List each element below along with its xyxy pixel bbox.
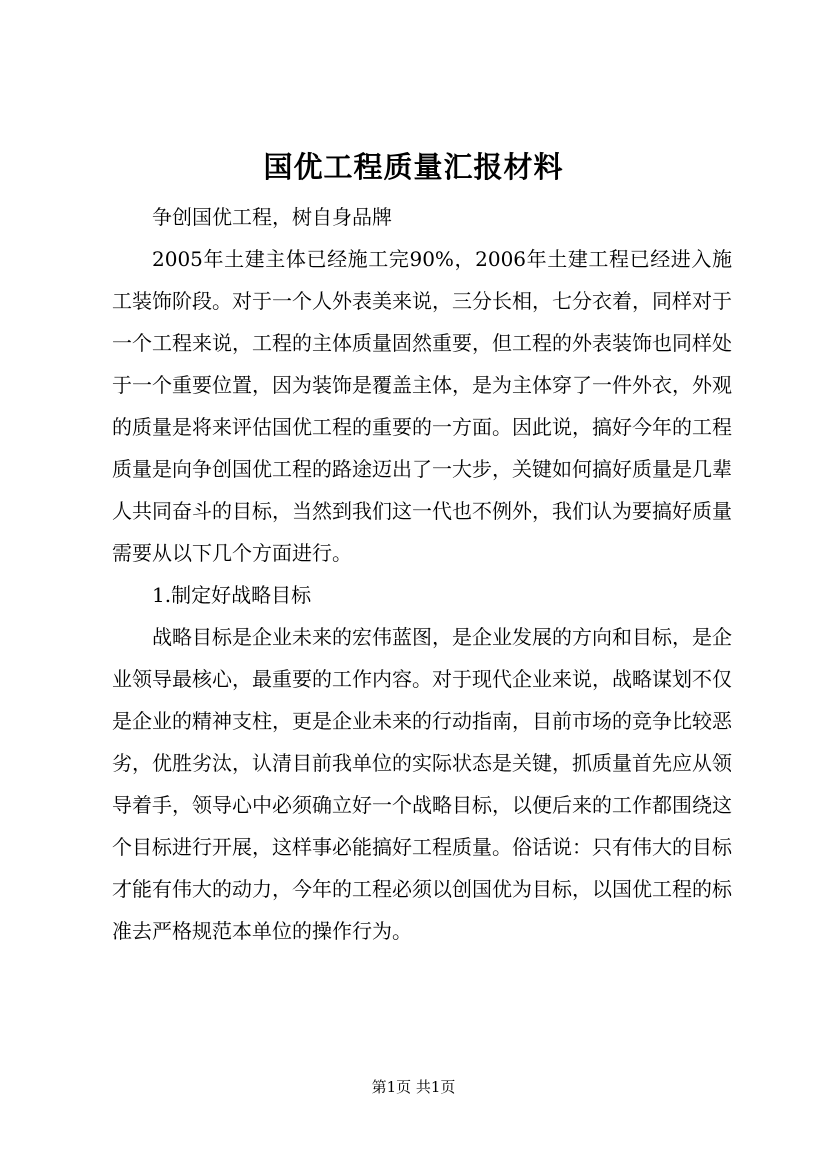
document-title: 国优工程质量汇报材料: [263, 150, 564, 184]
page-footer: 第1页 共1页: [371, 1078, 456, 1096]
document-body: [112, 196, 732, 952]
section-heading-strategy: 1.制定好战略目标: [152, 583, 312, 607]
document-subtitle: 争创国优工程，树自身品牌: [152, 205, 392, 229]
paragraph-strategy: 战略目标是企业未来的宏伟蓝图，是企业发展的方向和目标，是企业领导最核心，最重要的工作内容。对于现代企业来说，战略谋划不仅是企业的精神支柱，更是企业未来的行动指南，目前市场的竞争比较恶劣，优胜劣汰，认清目前我单位的实际状态是关键，抓质量首先应从领导着手，领导心中必须确立好一个战略目标，以便后来的工作都围绕这个目标进行开展，这样事必能搞好工程质量。俗话说：只有伟大的目标才能有伟大的动力，今年的工程必须以创国优为目标，以国优工程的标准去严格规范本单位的操作行为。: [112, 625, 732, 943]
paragraph-intro: 2005年土建主体已经施工完90%，2006年土建工程已经进入施工装饰阶段。对于一个人外表美来说，三分长相，七分衣着，同样对于一个工程来说，工程的主体质量固然重要，但工程的外表装饰也同样处于一个重要位置，因为装饰是覆盖主体，是为主体穿了一件外衣，外观的质量是将来评估国优工程的重要的一方面。因此说，搞好今年的工程质量是向争创国优工程的路途迈出了一大步，关键如何搞好质量是几辈人共同奋斗的目标，当然到我们这一代也不例外，我们认为要搞好质量需要从以下几个方面进行。: [112, 247, 732, 565]
